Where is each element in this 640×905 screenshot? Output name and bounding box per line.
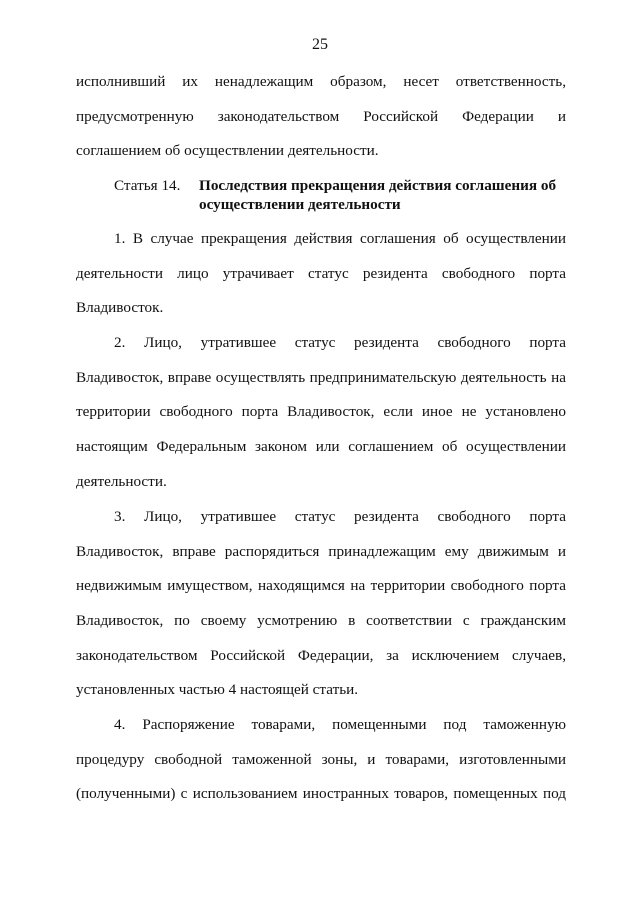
text-line: 1. В случае прекращения действия соглашения об осуществлении [114, 230, 566, 247]
text-line: деятельности. [76, 472, 167, 490]
paragraph-1 [76, 229, 566, 333]
text-line: Владивосток. [76, 299, 164, 317]
text-line: предусмотренную законодательством Российской Федерации и [76, 107, 566, 125]
text-line: настоящим Федеральным законом или соглашением об осуществлении [76, 438, 566, 456]
text-line: 3. Лицо, утратившее статус резидента свободного порта [114, 508, 566, 525]
text-line: процедуру свободной таможенной зоны, и товарами, изготовленными [76, 750, 566, 768]
article-label: Статья 14. [114, 177, 181, 194]
text-line: законодательством Российской Федерации, за исключением случаев, [76, 646, 566, 664]
intro-paragraph [76, 72, 566, 176]
text-line: установленных частью 4 настоящей статьи. [76, 681, 359, 699]
text-line: Владивосток, по своему усмотрению в соответствии с гражданским [76, 612, 566, 630]
article-title: Последствия прекращения действия соглашения об осуществлении деятельности [199, 177, 557, 213]
text-line: исполнивший их ненадлежащим образом, несет ответственность, [76, 73, 566, 90]
text-line: недвижимым имуществом, находящимся на территории свободного порта [76, 577, 566, 595]
paragraph-4 [76, 715, 566, 819]
text-line: территории свободного порта Владивосток, если иное не установлено [76, 403, 566, 421]
text-line: соглашением об осуществлении деятельности. [76, 142, 379, 160]
text-line: 4. Распоряжение товарами, помещенными под таможенную [114, 716, 566, 733]
text-line: деятельности лицо утрачивает статус резидента свободного порта [76, 264, 566, 282]
page-number: 25 [312, 36, 328, 53]
text-line: 2. Лицо, утратившее статус резидента свободного порта [114, 334, 566, 351]
text-line: Владивосток, вправе распорядиться принадлежащим ему движимым и [76, 542, 566, 560]
paragraph-2 [76, 333, 566, 506]
paragraph-3 [76, 507, 566, 715]
text-line: Владивосток, вправе осуществлять предпринимательскую деятельность на [76, 368, 566, 386]
text-line: (полученными) с использованием иностранных товаров, помещенных под [76, 785, 566, 803]
